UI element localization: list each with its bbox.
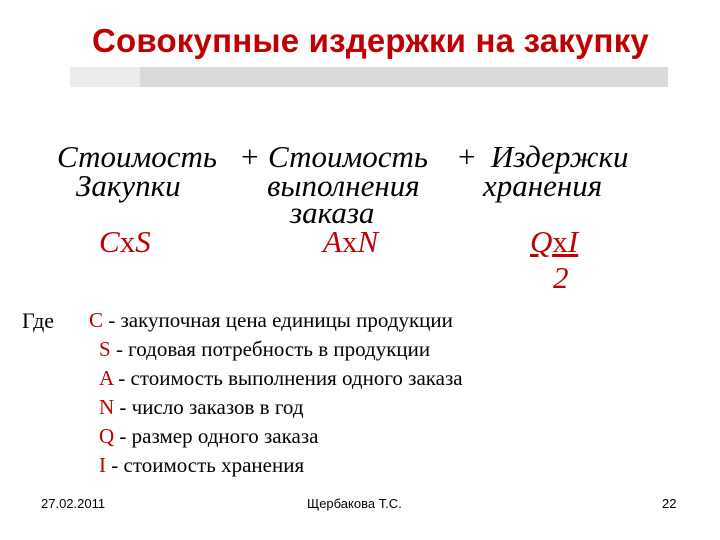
definition-q — [99, 424, 318, 449]
definition-letter: I — [99, 453, 106, 477]
formula-times-1: x — [119, 224, 136, 259]
formula-var-a: A — [323, 224, 342, 259]
formula-holding-denominator — [553, 260, 569, 296]
definition-text: - годовая потребность в продукции — [110, 337, 431, 361]
footer-date: 27.02.2011 — [41, 496, 106, 511]
column3-heading-line1: Издержки — [491, 139, 629, 174]
slide-title: Совокупные издержки на закупку — [92, 22, 649, 59]
formula-holding-cost — [530, 224, 578, 260]
definition-text: - закупочная цена единицы продукции — [103, 308, 453, 332]
plus-sign-1: + — [241, 139, 259, 174]
column2-heading-line3: заказа — [290, 195, 375, 230]
definition-text: - число заказов в год — [114, 395, 304, 419]
formula-purchase-cost — [99, 224, 151, 260]
definition-i — [99, 453, 304, 478]
definition-letter: C — [89, 308, 104, 332]
definition-letter: Q — [99, 424, 115, 448]
definition-c — [89, 308, 453, 333]
footer-page-number: 22 — [662, 496, 677, 511]
formula-var-s: S — [135, 224, 151, 259]
definition-letter: N — [99, 395, 115, 419]
footer-author: Щербакова Т.С. — [307, 496, 402, 511]
definition-n — [99, 395, 304, 420]
formula-denominator-2: 2 — [553, 260, 569, 295]
formula-times-3: x — [552, 224, 568, 259]
column1-heading-line1: Стоимость — [57, 139, 218, 174]
column2-heading-line1: Стоимость — [268, 139, 429, 174]
formula-ordering-cost — [323, 224, 378, 260]
definition-text: - стоимость хранения — [106, 453, 305, 477]
definition-a — [99, 366, 463, 391]
column1-heading-line2: Закупки — [76, 168, 181, 203]
definition-letter: A — [99, 366, 114, 390]
title-underline-highlight — [70, 67, 140, 87]
plus-sign-2: + — [458, 139, 476, 174]
column3-heading-line2: хранения — [483, 168, 603, 203]
definition-s — [99, 337, 430, 362]
formula-times-2: x — [341, 224, 358, 259]
column2-heading-line2: выполнения — [267, 168, 420, 203]
definition-letter: S — [99, 337, 111, 361]
formula-var-q: Q — [530, 224, 553, 259]
title-underline-bar — [70, 67, 668, 87]
definition-text: - стоимость выполнения одного заказа — [113, 366, 463, 390]
formula-var-c: C — [99, 224, 120, 259]
where-label: Где — [22, 308, 55, 333]
definition-text: - размер одного заказа — [114, 424, 319, 448]
formula-var-n: N — [357, 224, 379, 259]
formula-var-i: I — [567, 224, 579, 259]
